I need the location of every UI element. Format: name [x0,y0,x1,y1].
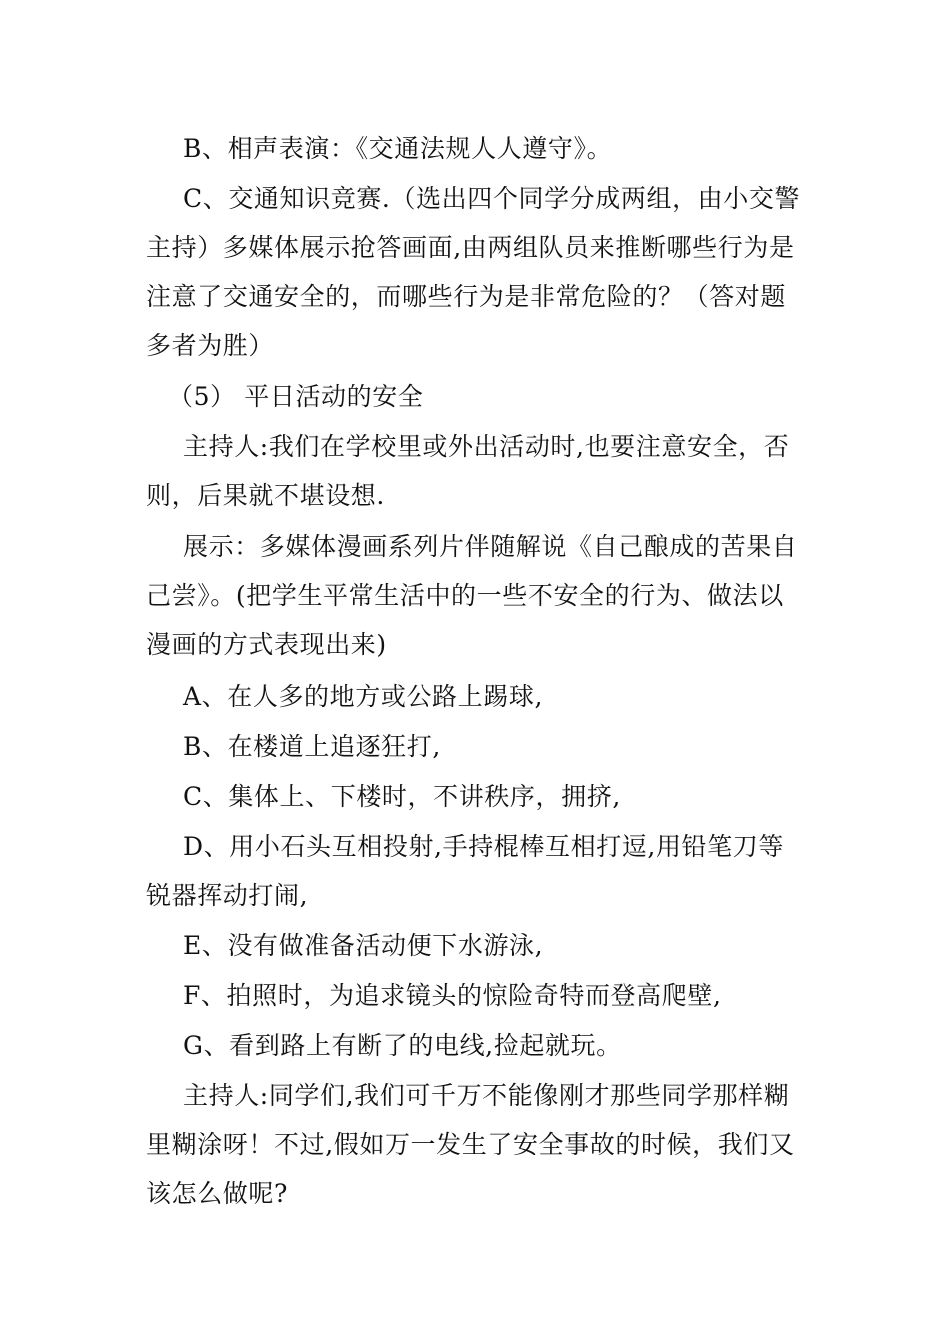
list-item-e: E、没有做准备活动便下水游泳, [183,931,544,960]
list-item-b: B、在楼道上追逐狂打, [183,732,441,761]
paragraph-option-c-quiz: C、交通知识竞赛.（选出四个同学分成两组，由小交警主持）多媒体展示抢答画面,由两组队员来推断哪些行为是注意了交通安全的，而哪些行为是非常危险的？（答对题多者为胜） [146,184,801,360]
paragraph-multimedia-display: 展示：多媒体漫画系列片伴随解说《自己酿成的苦果自己尝》。(把学生平常生活中的一些不安全的行为、做法以漫画的方式表现出来) [146,532,798,659]
list-item-c: C、集体上、下楼时，不讲秩序，拥挤, [183,782,621,811]
list-item-d: D、用小石头互相投射,手持棍棒互相打逗,用铅笔刀等锐器挥动打闹, [146,832,784,910]
list-item-f: F、拍照时，为追求镜头的惊险奇特而登高爬壁, [183,981,722,1010]
paragraph-option-b-crosstalk: B、相声表演：《交通法规人人遵守》。 [183,134,613,163]
paragraph-host-remark: 主持人:我们在学校里或外出活动时,也要注意安全，否则，后果就不堪设想. [146,432,790,510]
list-item-g: G、看到路上有断了的电线,捡起就玩。 [183,1031,622,1060]
section-heading-daily-activity-safety: （5） 平日活动的安全 [168,382,424,411]
list-item-a: A、在人多的地方或公路上踢球, [183,682,544,711]
paragraph-host-question: 主持人:同学们,我们可千万不能像刚才那些同学那样糊里糊涂呀！不过,假如万一发生了安全事故的时候，我们又该怎么做呢? [146,1081,795,1208]
